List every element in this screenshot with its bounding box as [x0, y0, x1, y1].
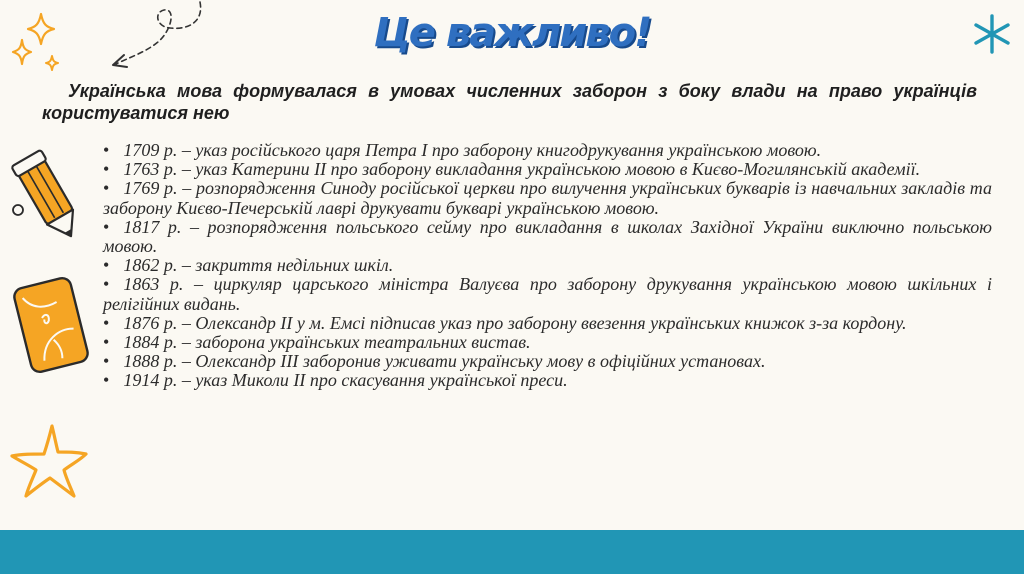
- list-item: • 1884 р. – заборона українських театральних вистав.: [103, 333, 992, 352]
- list-item: • 1914 р. – указ Миколи II про скасування української преси.: [103, 371, 992, 390]
- list-item: • 1763 р. – указ Катерини II про заборону викладання українською мовою в Києво-Могилянській академії.: [103, 160, 992, 179]
- list-item: • 1863 р. – циркуляр царського міністра Валуєва про заборону друкування українською мовою шкільних і релігійних видань.: [103, 275, 992, 313]
- list-item: • 1876 р. – Олександр II у м. Емсі підписав указ про заборону ввезення українських книжок з-за кордону.: [103, 314, 992, 333]
- bans-list: [103, 141, 992, 391]
- star-icon: [8, 420, 90, 502]
- list-item: • 1769 р. – розпорядження Синоду російської церкви про вилучення українських букварів із навчальних закладів та заборону Києво-Печерській лаврі друкувати букварі українською мовою.: [103, 179, 992, 217]
- list-item: • 1817 р. – розпорядження польського сейму про викладання в школах Західної України виключно польською мовою.: [103, 218, 992, 256]
- subtitle: Українська мова формувалася в умовах численних заборон з боку влади на право українців користуватися нею: [42, 81, 977, 123]
- list-item: • 1709 р. – указ російського царя Петра I про заборону книгодрукування українською мовою.: [103, 141, 992, 160]
- notebook-icon: [6, 268, 96, 383]
- list-item: • 1862 р. – закриття недільних шкіл.: [103, 256, 992, 275]
- list-item: • 1888 р. – Олександр III заборонив уживати українську мову в офіційних установах.: [103, 352, 992, 371]
- pencil-icon: [4, 148, 94, 248]
- page-title: Це важливо!: [373, 10, 651, 56]
- footer-bar: [0, 530, 1024, 574]
